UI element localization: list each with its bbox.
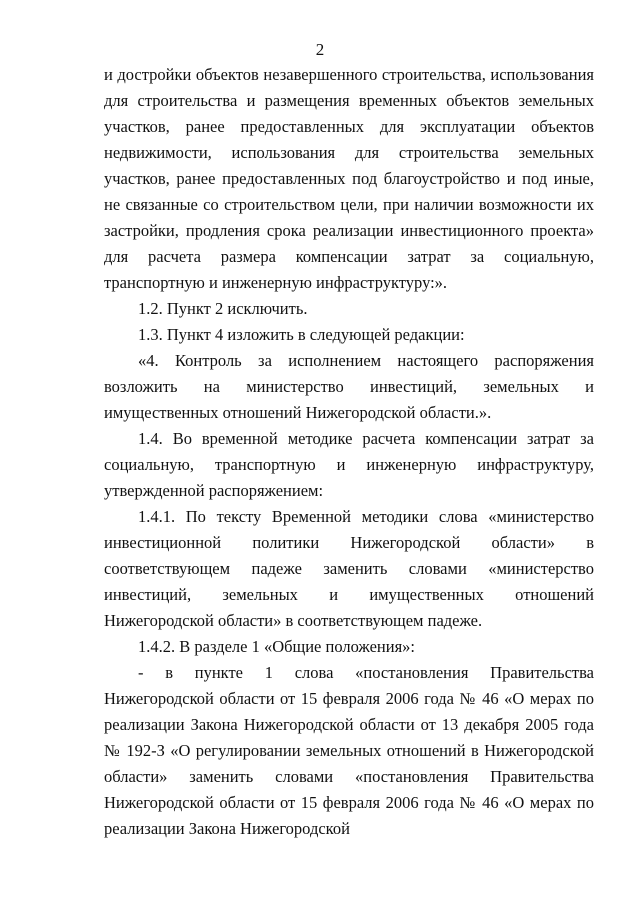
document-body: [104, 62, 594, 842]
paragraph-item-1-4-1: 1.4.1. По тексту Временной методики слова «министерство инвестиционной политики Нижегородской области» в соответствующем падеже заменить словами «министерство инвестиций, земельных и имущественных отношений Нижегородской области» в соответствующем падеже.: [104, 507, 594, 630]
paragraph-item-1-4: 1.4. Во временной методике расчета компенсации затрат за социальную, транспортную и инженерную инфраструктуру, утвержденной распоряжением:: [104, 429, 594, 500]
paragraph-continuation: и достройки объектов незавершенного строительства, использования для строительства и размещения временных объектов земельных участков, ранее предоставленных для эксплуатации объектов недвижимости, использования для строительства земельных участков, ранее предоставленных под благоустройство и под иные, не связанные со строительством цели, при наличии возможности их застройки, продления срока реализации инвестиционного проекта» для расчета размера компенсации затрат за социальную, транспортную и инженерную инфраструктуру:».: [104, 65, 594, 292]
paragraph-item-1-4-2-point-1: - в пункте 1 слова «постановления Правительства Нижегородской области от 15 февраля 2006 года № 46 «О мерах по реализации Закона Нижегородской области от 13 декабря 2005 года № 192-З «О регулировании земельных отношений в Нижегородской области» заменить словами «постановления Правительства Нижегородской области от 15 февраля 2006 года № 46 «О мерах по реализации Закона Нижегородской: [104, 663, 594, 838]
paragraph-item-1-3: 1.3. Пункт 4 изложить в следующей редакции:: [138, 325, 465, 344]
page-number: 2: [315, 40, 325, 59]
paragraph-item-1-2: 1.2. Пункт 2 исключить.: [138, 299, 308, 318]
paragraph-item-1-3-quote: «4. Контроль за исполнением настоящего распоряжения возложить на министерство инвестиций, земельных и имущественных отношений Нижегородской области.».: [104, 351, 594, 422]
paragraph-item-1-4-2: 1.4.2. В разделе 1 «Общие положения»:: [138, 637, 416, 656]
